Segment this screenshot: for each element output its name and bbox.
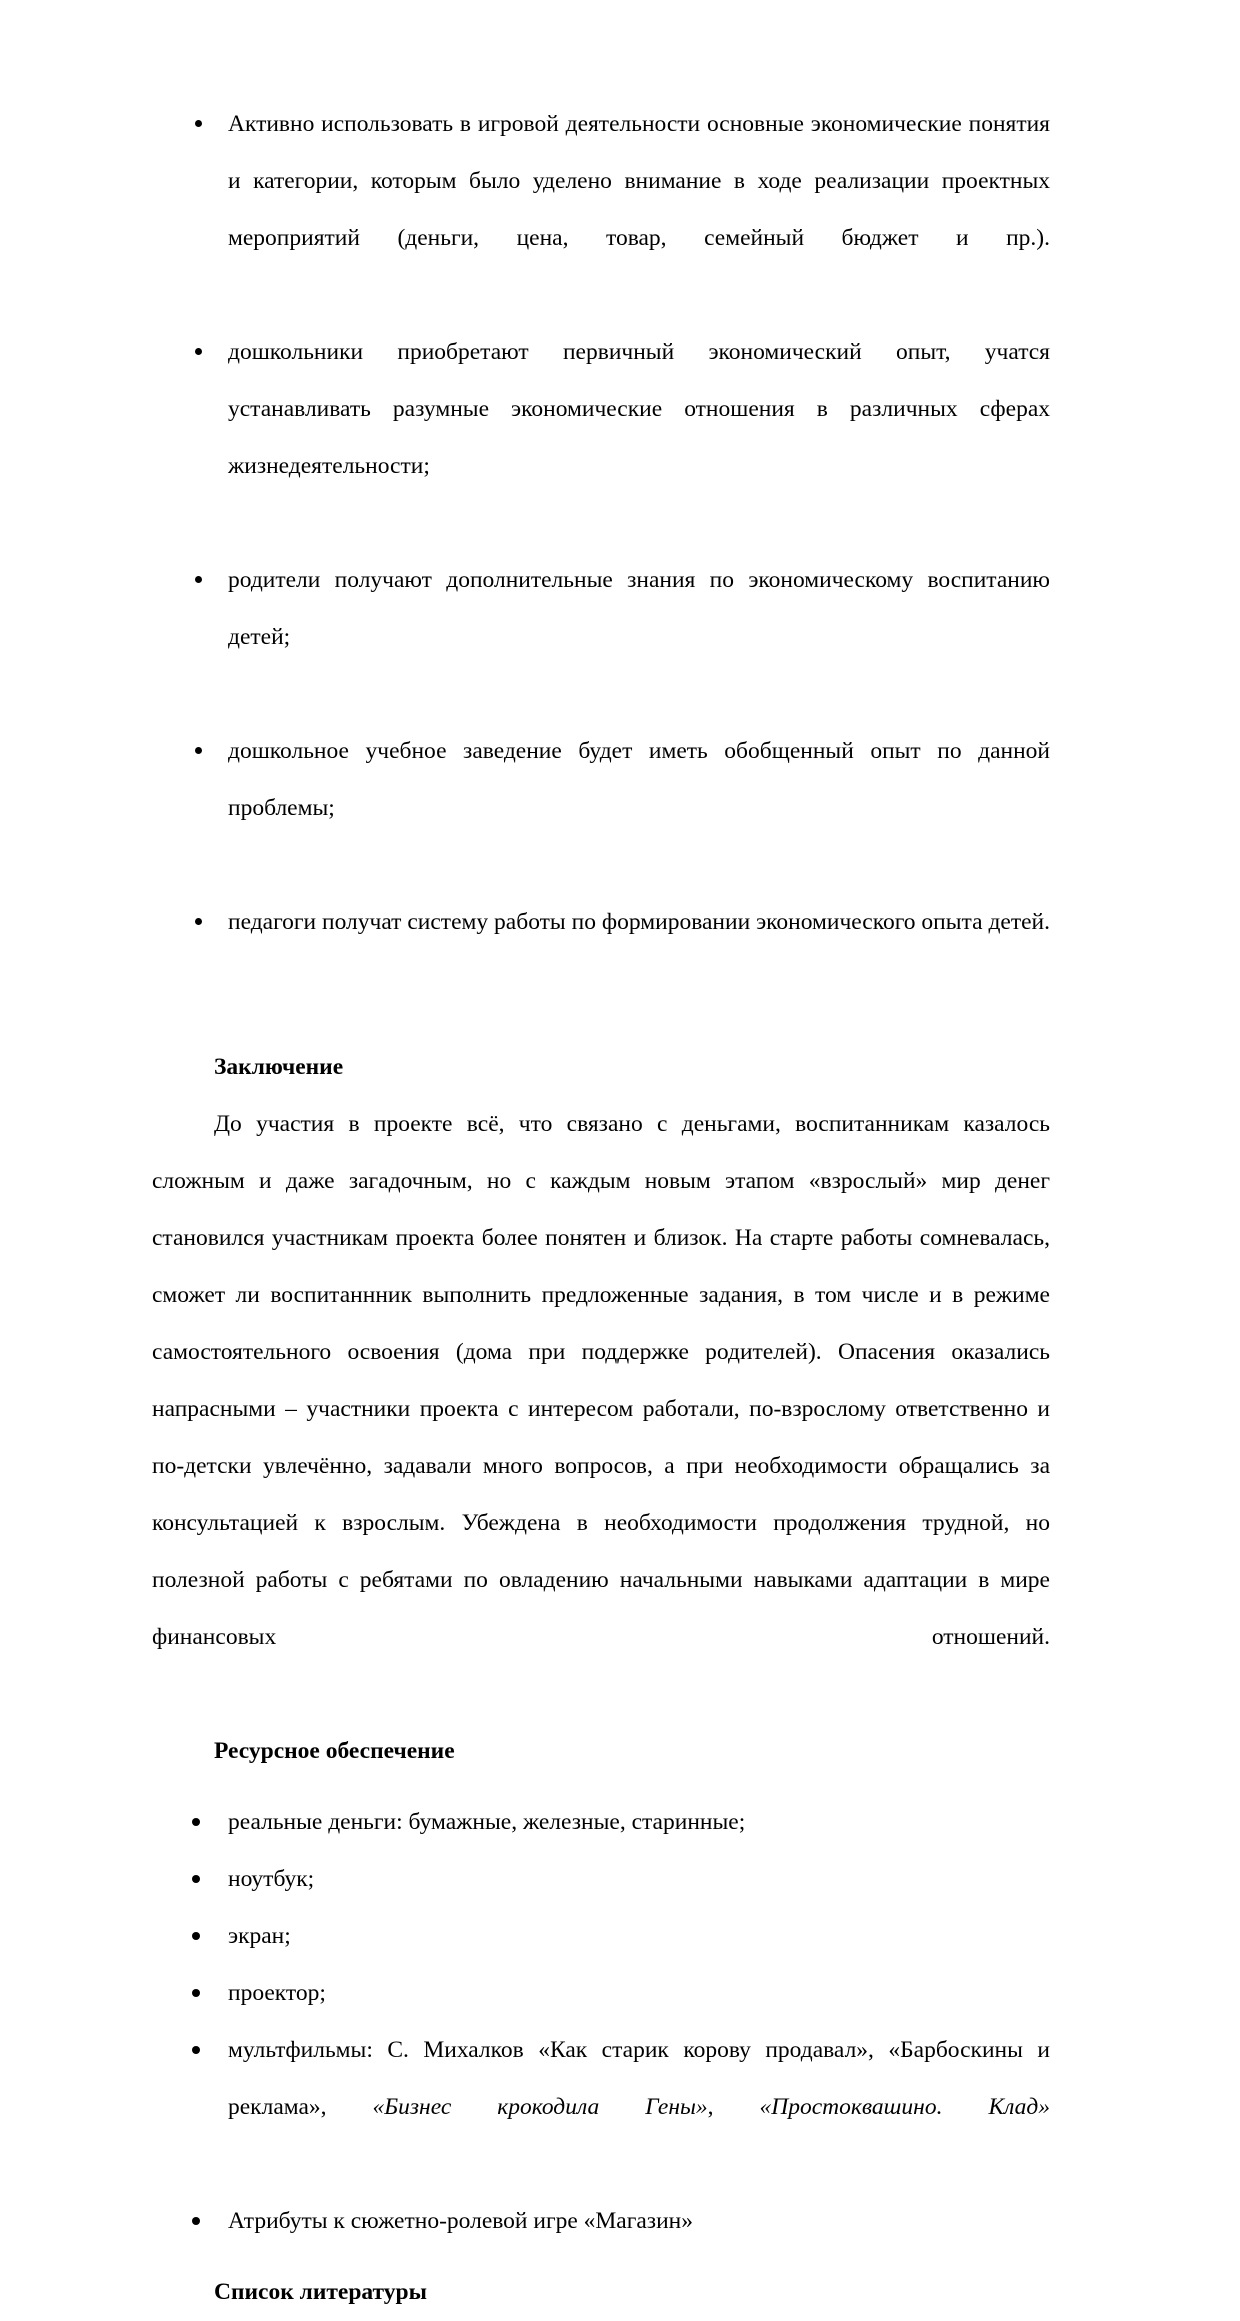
- list-item: [152, 894, 1050, 1008]
- list-item: [152, 723, 1050, 894]
- list-item-text: дошкольники приобретают первичный экономический опыт, учатся устанавливать разумные экономические отношения в различных сферах жизнедеятельности;: [228, 339, 1050, 479]
- page-content: [152, 96, 1050, 2321]
- list-item: [152, 96, 1050, 324]
- bullet-icon: [195, 747, 202, 754]
- list-item: [152, 1794, 1050, 1851]
- bullet-icon: [195, 576, 202, 583]
- bullet-icon: [192, 1818, 200, 1826]
- list-item-text: [228, 2037, 1050, 2177]
- references-heading: Список литературы: [214, 2279, 427, 2305]
- resources-list: [152, 1794, 1050, 2250]
- list-item-text: Активно использовать в игровой деятельности основные экономические понятия и категории, которым было уделено внимание в ходе реализации проектных мероприятий (деньги, цена, товар, семейный бюджет и пр.).: [228, 111, 1050, 251]
- spacer: [152, 1008, 1050, 1039]
- bullet-icon: [195, 918, 202, 925]
- bullet-icon: [195, 348, 202, 355]
- list-item: [152, 324, 1050, 552]
- cartoons-lead: мультфильмы: С. Михалков «Как старик корову продавал», «Барбоскины и реклама»,: [228, 2037, 1050, 2120]
- list-item: [152, 2022, 1050, 2193]
- list-item-text: реальные деньги: бумажные, железные, старинные;: [228, 1809, 746, 1835]
- conclusion-paragraph: До участия в проекте всё, что связано с деньгами, воспитанникам казалось сложным и даже загадочным, но с каждым новым этапом «взрослый» мир денег становился участникам проекта более понятен и близок. На старте работы сомневалась, сможет ли воспитаннник выполнить предложенные задания, в том числе и в режиме самостоятельного освоения (дома при поддержке родителей). Опасения оказались напрасными – участники проекта с интересом работали, по-взрослому ответственно и по-детски увлечённо, задавали много вопросов, а при необходимости обращались за консультацией к взрослым. Убеждена в необходимости продолжения трудной, но полезной работы с ребятами по овладению начальными навыками адаптации в мире финансовых отношений.: [152, 1111, 1050, 1650]
- list-item: [152, 1851, 1050, 1908]
- spacer: [152, 1780, 1050, 1794]
- spacer: [152, 2250, 1050, 2264]
- list-item-text: Атрибуты к сюжетно-ролевой игре «Магазин»: [228, 2208, 693, 2234]
- expected-results-list: [152, 96, 1050, 1008]
- list-item-text: педагоги получат систему работы по формировании экономического опыта детей.: [228, 909, 1050, 935]
- list-item-text: дошкольное учебное заведение будет иметь обобщенный опыт по данной проблемы;: [228, 738, 1050, 821]
- bullet-icon: [192, 2046, 200, 2054]
- conclusion-heading: Заключение: [214, 1054, 344, 1080]
- bullet-icon: [192, 1989, 200, 1997]
- list-item-text: проектор;: [228, 1980, 326, 2006]
- bullet-icon: [192, 2217, 200, 2225]
- bullet-icon: [195, 120, 202, 127]
- list-item-text: ноутбук;: [228, 1866, 315, 1892]
- cartoon-title-italic-2: «Простоквашино. Клад»: [759, 2094, 1050, 2120]
- list-item: [152, 1965, 1050, 2022]
- bullet-icon: [192, 1932, 200, 1940]
- list-item-text: родители получают дополнительные знания по экономическому воспитанию детей;: [228, 567, 1050, 650]
- list-item: [152, 552, 1050, 723]
- resources-heading: Ресурсное обеспечение: [214, 1738, 455, 1764]
- cartoons-separator: ,: [707, 2094, 760, 2120]
- list-item-text: экран;: [228, 1923, 291, 1949]
- list-item: [152, 2193, 1050, 2250]
- list-item: [152, 1908, 1050, 1965]
- cartoon-title-italic-1: «Бизнес крокодила Гены»: [372, 2094, 708, 2120]
- bullet-icon: [192, 1875, 200, 1883]
